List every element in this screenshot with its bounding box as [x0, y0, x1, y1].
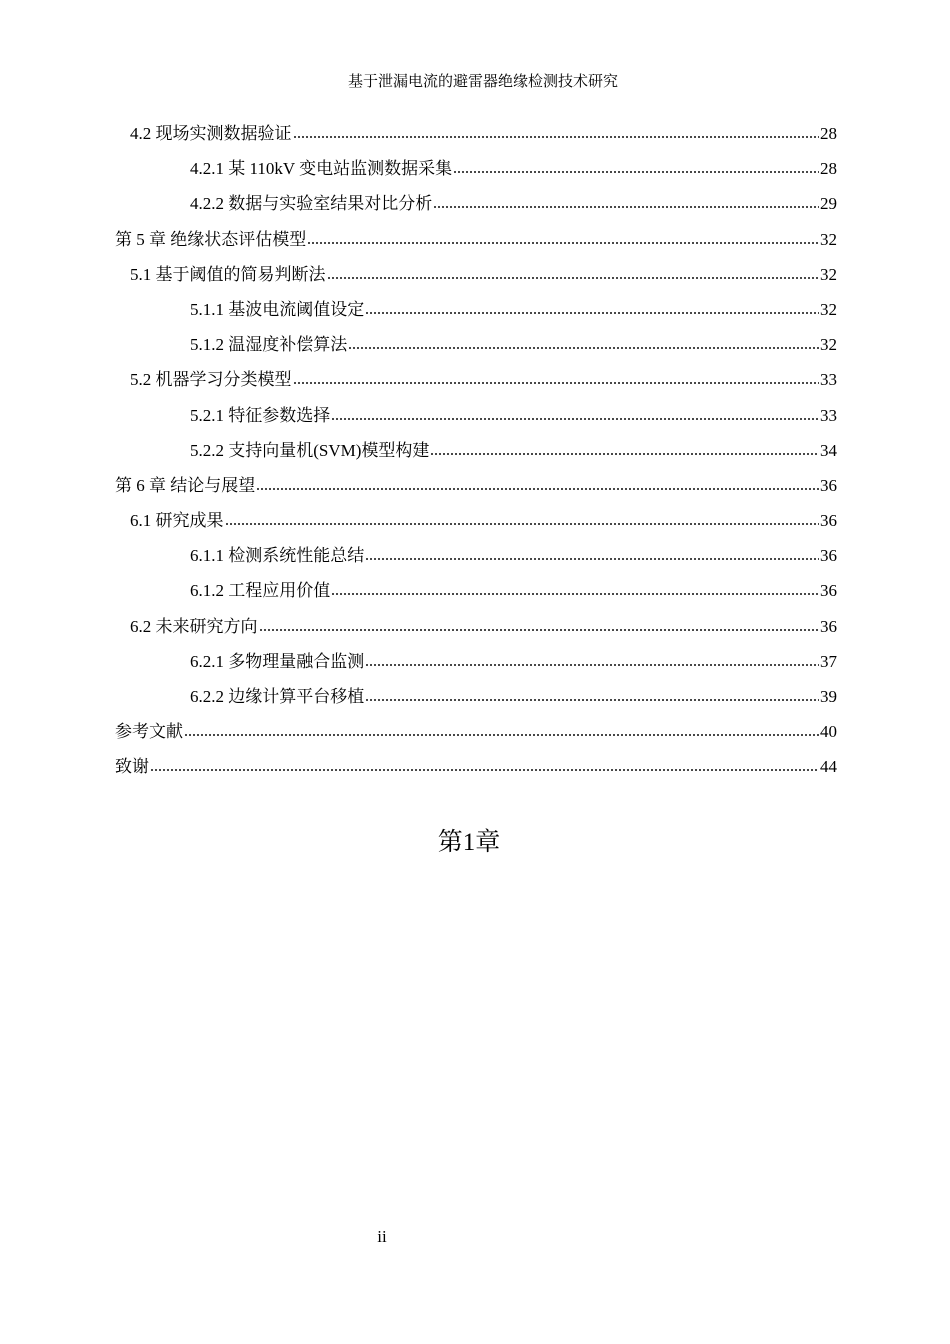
toc-entry-page: 33: [820, 370, 837, 390]
toc-entry-page: 29: [820, 194, 837, 214]
toc-entry-title: 4.2 现场实测数据验证: [130, 124, 292, 143]
toc-entry[interactable]: [115, 579, 837, 614]
toc-entry-title: 5.2.2 支持向量机(SVM)模型构建: [190, 440, 430, 460]
toc-dot-leader: [365, 663, 819, 667]
toc-entry-page: 37: [820, 651, 837, 671]
toc-entry-title: 6.2 未来研究方向: [130, 616, 258, 636]
toc-entry[interactable]: [115, 509, 837, 544]
toc-entry-title: 第 6 章 结论与展望: [115, 475, 256, 495]
toc-dot-leader: [327, 276, 820, 280]
toc-dot-leader: [184, 733, 819, 737]
toc-entry-title: 4.2.2 数据与实验室结果对比分析: [190, 194, 433, 214]
toc-entry-title: 6.2.1 多物理量融合监测: [190, 651, 365, 671]
toc-entry[interactable]: [115, 615, 837, 650]
toc-entry[interactable]: [115, 720, 837, 755]
toc-entry[interactable]: [115, 228, 837, 263]
toc-entry-page: 32: [820, 264, 837, 284]
toc-entry[interactable]: [115, 333, 837, 368]
toc-entry-title: 5.1.2 温湿度补偿算法: [190, 335, 348, 355]
toc-entry[interactable]: [115, 685, 837, 720]
toc-entry-title: 5.2 机器学习分类模型: [130, 370, 292, 390]
running-header: 基于泄漏电流的避雷器绝缘检测技术研究: [347, 74, 618, 90]
table-of-contents: [115, 122, 837, 791]
toc-entry[interactable]: [115, 157, 837, 192]
toc-entry-page: 36: [820, 511, 837, 531]
toc-dot-leader: [331, 417, 819, 421]
toc-dot-leader: [150, 768, 819, 772]
toc-dot-leader: [430, 452, 819, 456]
toc-dot-leader: [453, 170, 819, 174]
toc-dot-leader: [331, 592, 819, 596]
toc-entry-page: 36: [820, 616, 837, 636]
toc-entry-title: 5.2.1 特征参数选择: [190, 405, 331, 425]
toc-entry-page: 36: [820, 546, 837, 566]
toc-entry-page: 36: [820, 581, 837, 601]
toc-entry-page: 36: [820, 475, 837, 495]
toc-dot-leader: [365, 557, 819, 561]
toc-entry[interactable]: [115, 544, 837, 579]
chapter-heading: 第1章: [437, 829, 501, 856]
toc-dot-leader: [293, 381, 820, 385]
toc-entry-page: 32: [820, 229, 837, 249]
toc-entry[interactable]: [115, 192, 837, 227]
toc-entry-title: 第 5 章 绝缘状态评估模型: [115, 229, 307, 249]
toc-entry[interactable]: [115, 368, 837, 403]
toc-entry[interactable]: [115, 404, 837, 439]
toc-entry[interactable]: [115, 298, 837, 333]
toc-dot-leader: [433, 205, 819, 209]
toc-entry-title: 4.2.1 某 110kV 变电站监测数据采集: [190, 159, 453, 179]
toc-entry-title: 6.1.1 检测系统性能总结: [190, 546, 365, 566]
toc-dot-leader: [293, 135, 820, 139]
toc-entry-page: 44: [820, 757, 837, 777]
toc-entry-page: 28: [820, 124, 837, 143]
toc-dot-leader: [365, 311, 819, 315]
toc-entry-title: 5.1 基于阈值的简易判断法: [130, 264, 326, 284]
toc-dot-leader: [225, 522, 820, 526]
toc-entry-page: 40: [820, 722, 837, 742]
toc-entry[interactable]: [115, 122, 837, 157]
toc-entry-title: 6.1.2 工程应用价值: [190, 581, 331, 601]
toc-entry-page: 33: [820, 405, 837, 425]
toc-entry-title: 6.2.2 边缘计算平台移植: [190, 687, 365, 706]
toc-entry-page: 28: [820, 159, 837, 179]
toc-entry-page: 34: [820, 440, 837, 460]
toc-entry-page: 32: [820, 335, 837, 355]
toc-entry-page: 39: [820, 687, 837, 706]
toc-entry-title: 致谢: [115, 757, 149, 777]
toc-entry-page: 32: [820, 299, 837, 319]
toc-entry[interactable]: [115, 263, 837, 298]
toc-entry-title: 5.1.1 基波电流阈值设定: [190, 299, 365, 319]
toc-dot-leader: [256, 487, 819, 491]
toc-entry[interactable]: [115, 474, 837, 509]
toc-entry[interactable]: [115, 755, 837, 790]
toc-entry[interactable]: [115, 439, 837, 474]
toc-dot-leader: [348, 346, 819, 350]
toc-dot-leader: [259, 628, 820, 632]
page-number: ii: [377, 1227, 387, 1246]
toc-entry[interactable]: [115, 650, 837, 685]
toc-dot-leader: [307, 241, 819, 245]
toc-dot-leader: [365, 698, 819, 702]
toc-entry-title: 6.1 研究成果: [130, 511, 224, 531]
toc-entry-title: 参考文献: [115, 722, 183, 742]
